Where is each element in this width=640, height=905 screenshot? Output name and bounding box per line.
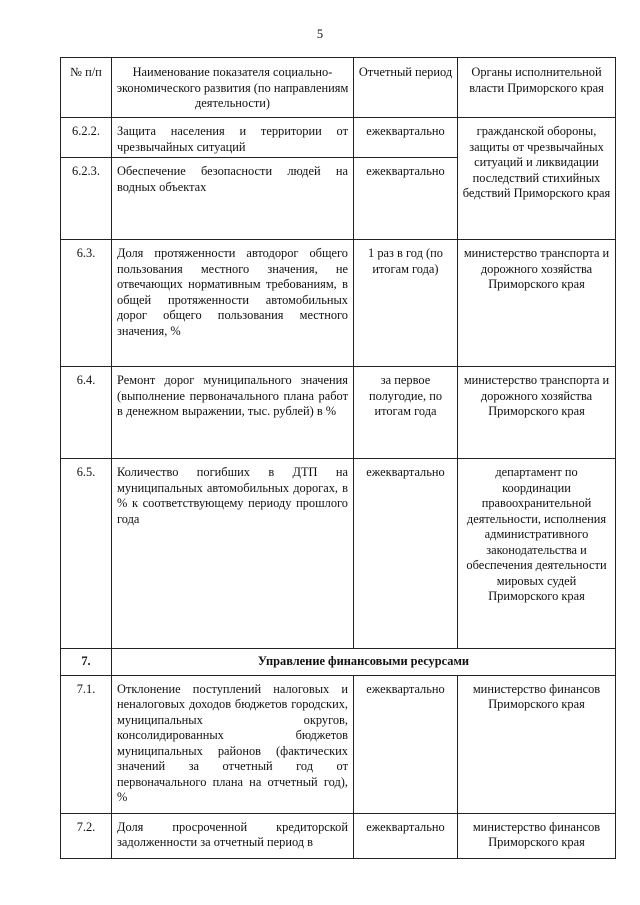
- row-period: ежеквартально: [354, 158, 458, 240]
- row-num: 6.4.: [61, 367, 112, 459]
- row-name: Доля протяженности автодорог общего пользования местного значения, не отвечающих нормативным требованиям, в общей протяженности автомобильных дорог общего пользования местного значения, %: [112, 240, 354, 367]
- section-row: [61, 649, 616, 676]
- row-num: 6.5.: [61, 459, 112, 649]
- row-num: 7.2.: [61, 813, 112, 858]
- table-row: [61, 367, 616, 459]
- table-row: [61, 459, 616, 649]
- table-header-row: [61, 58, 616, 118]
- indicators-table: [60, 57, 616, 859]
- row-period: ежеквартально: [354, 813, 458, 858]
- row-num: 7.1.: [61, 675, 112, 813]
- header-period: Отчетный период: [354, 58, 458, 118]
- row-num: 6.2.2.: [61, 118, 112, 158]
- header-name: Наименование показателя социально-экономического развития (по направлениям деятельности): [112, 58, 354, 118]
- row-period: 1 раз в год (по итогам года): [354, 240, 458, 367]
- header-org: Органы исполнительной власти Приморского края: [458, 58, 616, 118]
- row-period: за первое полугодие, по итогам года: [354, 367, 458, 459]
- row-org: министерство транспорта и дорожного хозяйства Приморского края: [458, 367, 616, 459]
- section-num: 7.: [61, 649, 112, 676]
- row-name: Обеспечение безопасности людей на водных объектах: [112, 158, 354, 240]
- row-period: ежеквартально: [354, 675, 458, 813]
- table-row: [61, 118, 616, 158]
- row-org: департамент по координации правоохранительной деятельности, исполнения административного законодательства и обеспечения деятельности мировых судей Приморского края: [458, 459, 616, 649]
- row-name: Доля просроченной кредиторской задолженности за отчетный период в: [112, 813, 354, 858]
- row-name: Отклонение поступлений налоговых и неналоговых доходов бюджетов городских, муниципальных округов, консолидированных бюджетов муниципальных районов (фактических значений за отчетный год от первоначального плана на отчетный год), %: [112, 675, 354, 813]
- table-row: [61, 675, 616, 813]
- table-row: [61, 813, 616, 858]
- row-org-merged: гражданской обороны, защиты от чрезвычайных ситуаций и ликвидации последствий стихийных бедствий Приморского края: [458, 118, 616, 240]
- row-name: Количество погибших в ДТП на муниципальных автомобильных дорогах, в % к соответствующему периоду прошлого года: [112, 459, 354, 649]
- header-num: № п/п: [61, 58, 112, 118]
- row-period: ежеквартально: [354, 459, 458, 649]
- row-org: министерство финансов Приморского края: [458, 813, 616, 858]
- row-org: министерство транспорта и дорожного хозяйства Приморского края: [458, 240, 616, 367]
- section-title: Управление финансовыми ресурсами: [112, 649, 616, 676]
- page-number: 5: [316, 27, 324, 41]
- table-row: [61, 240, 616, 367]
- row-name: Ремонт дорог муниципального значения (выполнение первоначального плана работ в денежном выражении, тыс. рублей) в %: [112, 367, 354, 459]
- row-org: министерство финансов Приморского края: [458, 675, 616, 813]
- row-name: Защита населения и территории от чрезвычайных ситуаций: [112, 118, 354, 158]
- row-period: ежеквартально: [354, 118, 458, 158]
- row-num: 6.2.3.: [61, 158, 112, 240]
- row-num: 6.3.: [61, 240, 112, 367]
